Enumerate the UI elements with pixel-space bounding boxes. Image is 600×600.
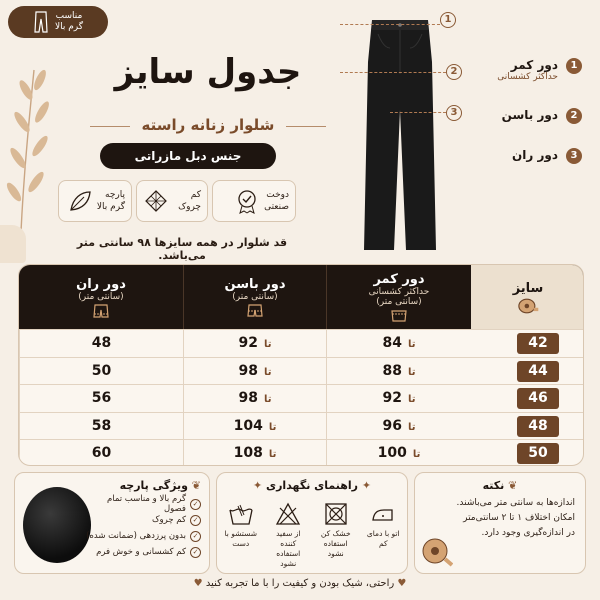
vase-decoration [0,225,26,263]
header-hip-unit: (سانتی متر) [232,291,278,302]
feature-line-1: دوخت [266,190,289,200]
waist-value: 88 [382,362,402,379]
legend-number: 3 [566,148,582,164]
hip-icon [246,304,264,318]
tape-measure-icon [421,535,453,569]
check-icon: ✓ [190,499,201,510]
no-bleach-icon [275,502,301,526]
hip-value: 104 [233,417,263,434]
waist-cell [326,440,471,466]
thigh-value: 56 [91,390,112,406]
hip-cell [183,413,326,440]
check-icon: ✓ [190,547,201,558]
header-thigh-label: دور ران [76,276,126,292]
marker-3: 3 [446,105,462,121]
header-thigh-unit: (سانتی متر) [78,291,124,302]
care-item-iron [363,502,403,569]
waist-value: 84 [382,335,402,351]
table-header [19,265,584,329]
care-item-no-bleach [268,502,308,569]
care-line: خشک کن [320,529,351,538]
hip-cell [183,330,326,357]
header-waist-sub: حداکثر کشسانی [368,286,430,297]
table-row [19,384,584,411]
page-subtitle: شلوار زنانه راسته [141,116,275,134]
fabric-features-title: ❦ ویژگی پارچه [119,479,201,492]
to-label: تا [263,394,272,405]
thigh-value: 58 [91,417,112,434]
legend-waist [497,58,582,82]
to-label: تا [268,421,277,433]
size-chip: 42 [517,333,559,354]
no-tumble-dry-icon [323,502,349,526]
check-icon: ✓ [190,515,201,526]
waist-cell [326,330,471,357]
fabric-features-panel [14,472,210,574]
badge-line-1: مناسب [55,11,83,21]
hip-value: 98 [238,362,258,379]
waist-cell [326,413,471,440]
tape-measure-icon [516,298,540,314]
waist-icon [390,309,408,323]
header-hip-label: دور باسن [224,276,286,292]
size-cell [471,440,584,466]
list-item: ✓ گرم بالا و مناسب تمام فصول [85,496,201,512]
to-label: تا [407,366,416,378]
care-item-hand-wash [221,502,261,569]
leaf-icon: ❦ [504,479,518,492]
thigh-value: 60 [91,445,112,461]
leaf-icon [67,188,93,214]
feature-line-2: گرم بالا [96,202,125,212]
feature-line-2: صنعتی [264,202,289,212]
note-line: در اندازه‌گیری وجود دارد. [481,528,575,538]
header-thigh [19,265,183,329]
list-item: ✓ کم چروک [85,512,201,528]
measure-line-thigh [390,112,446,113]
table-row [19,357,584,384]
feature-line-1: کم چروک [178,190,201,212]
to-label: تا [407,339,416,350]
hip-value: 92 [238,335,258,351]
care-line: اتو با دمای [366,529,400,538]
pants-illustration-icon [350,14,450,254]
care-line: استفاده نشود [276,549,301,568]
to-label: تا [407,421,416,433]
thigh-cell [19,385,183,412]
note-panel [414,472,586,574]
table-row [19,329,584,356]
size-cell [471,358,584,385]
size-table [18,264,584,466]
footer-tagline: ♥ راحتی، شیک بودن و کیفیت را با ما تجربه کنید ♥ [193,578,407,589]
waist-cell [326,358,471,385]
hip-value: 98 [238,390,258,406]
care-line: کم [378,539,388,548]
thigh-cell [19,358,183,385]
to-label: تا [268,449,277,460]
size-cell [471,330,584,357]
care-item-no-dryer [316,502,356,569]
hand-wash-icon [228,502,254,526]
size-chip: 46 [517,388,559,409]
legend-hip [502,108,582,124]
thigh-icon [92,304,110,318]
measure-line-waist [340,24,440,25]
size-chip: 44 [517,361,559,382]
fabric-features-list [85,496,201,560]
to-label: تا [263,339,272,350]
thigh-value: 48 [91,335,112,351]
header-size [471,265,584,329]
thigh-cell [19,440,183,466]
waist-cell [326,385,471,412]
heart-icon: ♥ [394,578,407,589]
header-size-label: سایز [512,280,544,296]
hip-cell [183,385,326,412]
waist-value: 92 [382,390,402,406]
list-item: ✓ کم کشسانی و خوش فرم [85,544,201,560]
waist-value: 96 [382,417,402,434]
header-hip [183,265,326,329]
care-line: دست [232,539,250,548]
fabric-features-content [85,479,201,560]
heart-icon: ♥ [193,578,206,589]
hip-cell [183,358,326,385]
leaf-icon: ❦ [187,479,201,492]
hip-value: 108 [233,445,263,461]
leaf-icon: ✦ [357,479,372,492]
waist-value: 100 [377,445,407,461]
legend-label: دور کمر [510,58,558,72]
note-line: امکان اختلاف ۱ تا ۲ سانتی‌متر [463,513,575,523]
to-label: تا [412,449,421,460]
quality-badge-icon [234,188,260,214]
thigh-value: 50 [91,362,112,379]
legend-label: دور باسن [501,108,558,122]
length-note: قد شلوار در همه سایزها ۹۸ سانتی متر می‌باشد. [76,236,288,262]
size-cell [471,413,584,440]
feature-warm-fabric [58,180,132,222]
feature-line-1: پارچه [105,190,125,200]
thigh-cell [19,413,183,440]
size-chip: 50 [517,443,559,464]
legend-label: دور ران [512,148,558,162]
header-waist-label: دور کمر [373,271,425,287]
care-line: استفاده نشود [323,539,348,558]
hip-cell [183,440,326,466]
pants-icon [33,11,49,33]
subtitle-divider-right [286,126,326,127]
marker-1: 1 [440,12,456,28]
badge-line-2: گرم بالا [54,22,84,32]
size-chip: 48 [517,416,559,437]
care-icons-row [217,502,407,569]
care-title: ✦ راهنمای نگهداری ✦ [252,479,372,492]
size-cell [471,385,584,412]
note-line: اندازه‌ها به سانتی متر می‌باشند. [456,498,575,508]
feature-low-wrinkle [136,180,208,222]
check-icon: ✓ [190,531,201,542]
note-title: ❦ نکته [482,479,518,492]
legend-thigh [512,148,582,164]
header-waist-unit: (سانتی متر) [376,296,422,307]
care-line: شستشو با [224,529,258,538]
header-waist [326,265,471,329]
note-body [415,492,585,541]
to-label: تا [263,366,272,378]
iron-icon [370,502,396,526]
thigh-cell [19,330,183,357]
fabric-mesh-icon [143,188,169,214]
measure-line-hip [340,72,446,73]
care-line: از سفید کننده [276,529,301,548]
marker-2: 2 [446,64,462,80]
fabric-swatch-image [23,487,91,563]
legend-sublabel: حداکثر کشسانی [497,72,558,82]
table-row [19,439,584,466]
legend-number: 2 [566,108,582,124]
page-title: جدول سایز [114,52,302,92]
fabric-label: جنس دبل مازراتی [100,143,276,169]
warm-fabric-badge [8,6,108,38]
to-label: تا [407,394,416,405]
feature-industrial-sewing [212,180,296,222]
care-panel [216,472,408,574]
list-item: ✓ بدون پرزدهی (ضمانت شده) [85,528,201,544]
legend-number: 1 [566,58,582,74]
table-row [19,412,584,439]
